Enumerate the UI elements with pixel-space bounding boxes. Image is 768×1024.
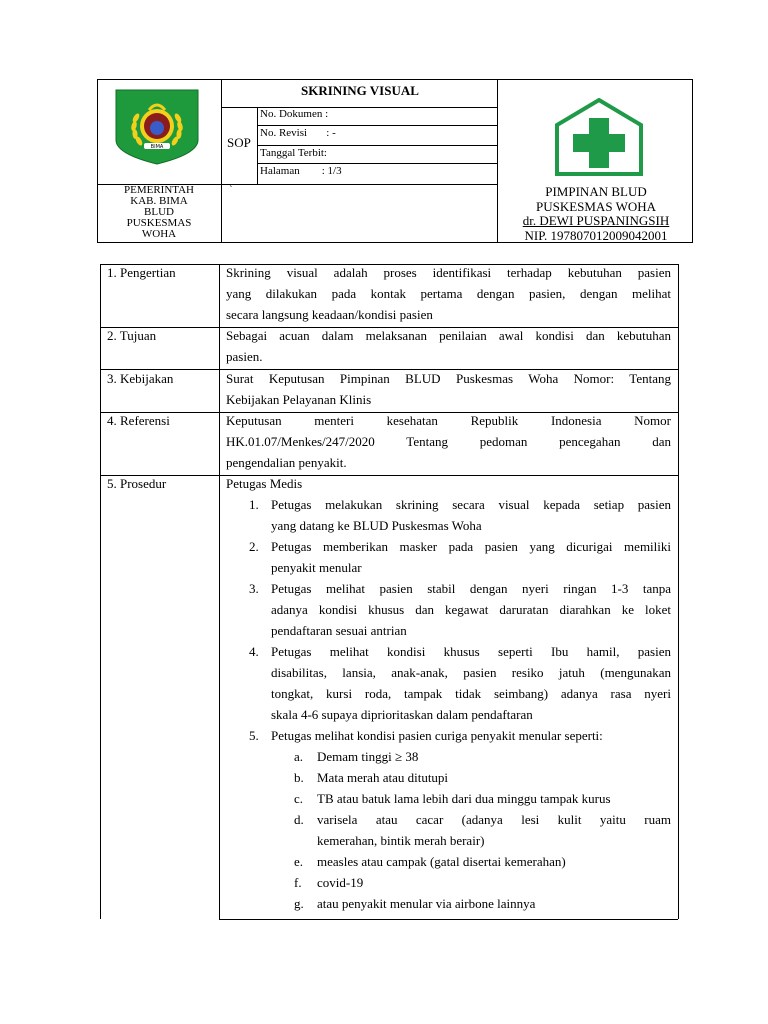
- step-text: Petugas melihat kondisi khusus seperti Ibu hamil, pasien: [271, 644, 671, 659]
- government-label: PEMERINTAH KAB. BIMA BLUD PUSKESMAS WOHA: [123, 184, 194, 240]
- row-label-referensi: 4. Referensi: [107, 413, 170, 428]
- leader-nip: NIP. 197807012009042001: [524, 227, 668, 243]
- substep-text: varisela atau cacar (adanya lesi kulit yaitu ruam: [317, 812, 671, 827]
- svg-text:BIMA: BIMA: [150, 144, 164, 150]
- step-number: 4.: [249, 644, 259, 659]
- substep-text: atau penyakit menular via airbone lainnya: [317, 896, 536, 911]
- substep-number: b.: [294, 770, 304, 785]
- table-border: [219, 264, 220, 919]
- row-content-tujuan: Sebagai acuan dalam melaksanan penilaian awal kondisi dan kebutuhan pasien.: [226, 328, 671, 364]
- procedure-intro: Petugas Medis: [226, 476, 303, 491]
- doc-number: No. Dokumen :: [260, 108, 329, 120]
- substep-text: TB atau batuk lama lebih dari dua minggu tampak kurus: [317, 791, 611, 806]
- row-label-kebijakan: 3. Kebijakan: [107, 371, 174, 386]
- step-text: penyakit menular: [271, 560, 362, 575]
- step-number: 1.: [249, 497, 259, 512]
- table-border: [100, 264, 101, 919]
- step-text: Petugas melakukan skrining secara visual kepada setiap pasien: [271, 497, 671, 512]
- issue-date: Tanggal Terbit:: [260, 147, 327, 159]
- step-number: 5.: [249, 728, 259, 743]
- row-content-kebijakan: Surat Keputusan Pimpinan BLUD Puskesmas Woha Nomor: Tentang Kebijakan Pelayanan Klinis: [226, 371, 671, 407]
- row-label-prosedur: 5. Prosedur: [107, 476, 167, 491]
- step-text: Petugas melihat kondisi pasien curiga penyakit menular seperti:: [271, 728, 603, 743]
- leader-name: dr. DEWI PUSPANINGSIH: [522, 213, 670, 228]
- table-border: [678, 264, 679, 919]
- step-number: 3.: [249, 581, 259, 596]
- substep-number: d.: [294, 812, 304, 827]
- row-content-pengertian: Skrining visual adalah proses identifikasi terhadap kebutuhan pasien yang dilakukan pada kontak pertama dengan pasien, dengan melihat secara langsung keadaan/kondisi pasien: [226, 265, 671, 322]
- leader-block: PIMPINAN BLUD PUSKESMAS WOHA dr. DEWI PUSPANINGSIH NIP. 197807012009042001: [498, 185, 694, 243]
- substep-number: e.: [294, 854, 304, 869]
- substep-number: g.: [294, 896, 304, 911]
- puskesmas-logo-icon: [555, 98, 643, 176]
- header-divider: [257, 125, 498, 126]
- header-divider: [257, 145, 498, 146]
- bima-emblem-icon: [114, 88, 200, 166]
- substep-text: covid-19: [317, 875, 364, 890]
- row-label-tujuan: 2. Tujuan: [107, 328, 157, 343]
- step-text: Petugas melihat pasien stabil dengan nyeri ringan 1-3 tanpa: [271, 581, 671, 596]
- stray-mark: `: [229, 184, 233, 196]
- step-text: tongkat, kursi roda, tampak tidak seimbang) adanya rasa nyeri: [271, 686, 671, 701]
- document-title: SKRINING VISUAL: [301, 83, 419, 98]
- table-row-divider: [219, 919, 678, 920]
- row-content-referensi: Keputusan menteri kesehatan Republik Indonesia Nomor HK.01.07/Menkes/247/2020 Tentang pedoman pencegahan dan pengendalian penyakit.: [226, 413, 671, 470]
- page-number: Halaman : 1/3: [260, 165, 342, 177]
- substep-text: kemerahan, bintik merah berair): [317, 833, 485, 848]
- step-text: yang datang ke BLUD Puskesmas Woha: [271, 518, 482, 533]
- header-divider: [221, 79, 222, 243]
- substep-number: c.: [294, 791, 304, 806]
- revision-number: No. Revisi : -: [260, 127, 336, 139]
- sop-label: SOP: [227, 135, 251, 150]
- step-text: Petugas memberikan masker pada pasien yang dicurigai memiliki: [271, 539, 671, 554]
- substep-number: a.: [294, 749, 304, 764]
- header-divider: [257, 163, 498, 164]
- row-label-pengertian: 1. Pengertian: [107, 265, 176, 280]
- substep-number: f.: [294, 875, 302, 890]
- substep-text: Demam tinggi ≥ 38: [317, 749, 419, 764]
- substep-text: measles atau campak (gatal disertai kemerahan): [317, 854, 566, 869]
- step-number: 2.: [249, 539, 259, 554]
- step-text: skala 4-6 supaya diprioritaskan dalam pendaftaran: [271, 707, 533, 722]
- substep-text: Mata merah atau ditutupi: [317, 770, 449, 785]
- step-text: pendaftaran sesuai antrian: [271, 623, 407, 638]
- table-row-divider: [100, 475, 678, 476]
- step-text: adanya kondisi khusus dan kegawat daruratan diarahkan ke loket: [271, 602, 671, 617]
- step-text: disabilitas, lansia, anak-anak, pasien resiko jatuh (mengunakan: [271, 665, 671, 680]
